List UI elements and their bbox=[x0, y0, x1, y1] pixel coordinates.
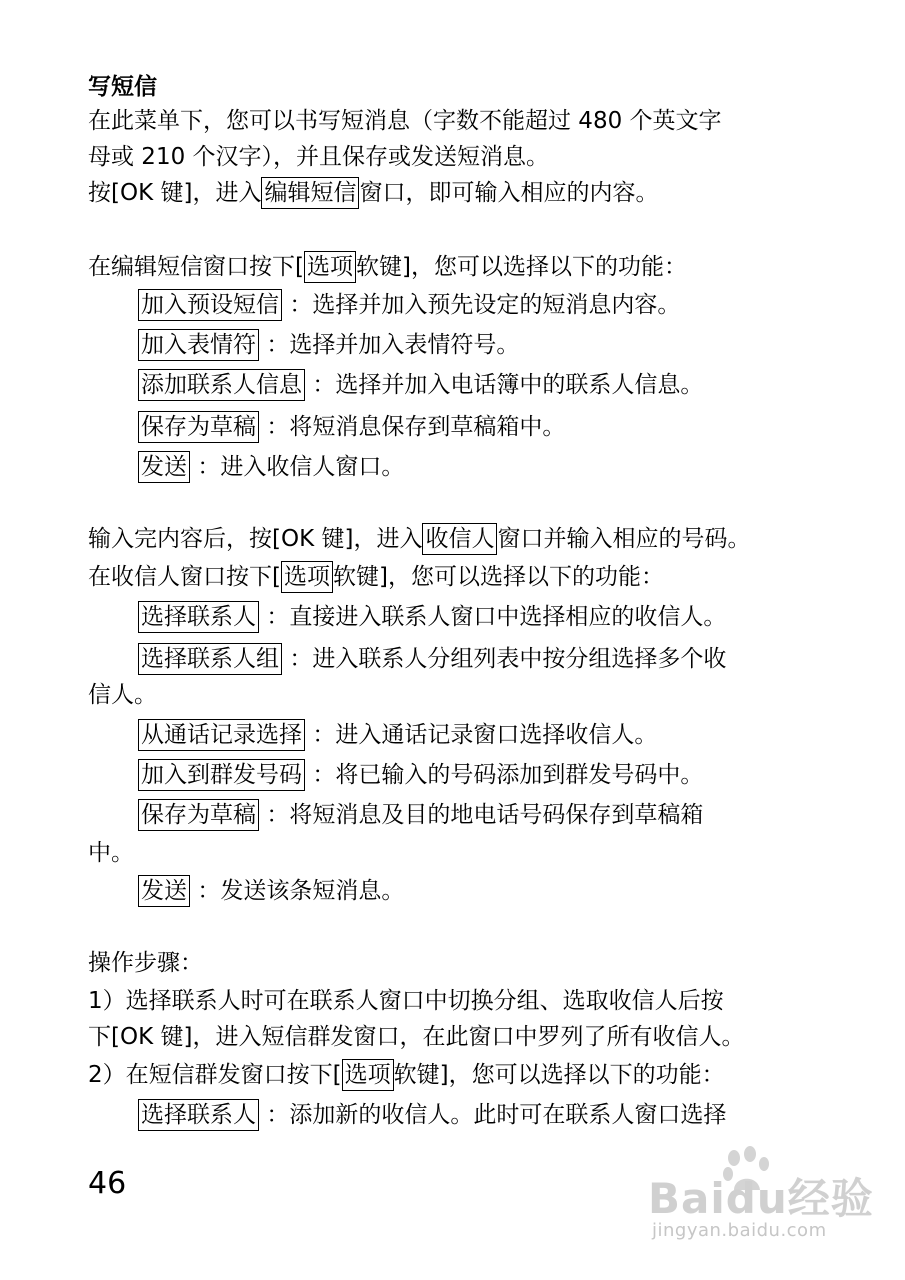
paragraph-line: 母或 210 个汉字），并且保存或发送短消息。 bbox=[88, 144, 550, 170]
paragraph-line: 在收信人窗口按下[ 选项 软键]，您可以选择以下的功能： bbox=[88, 560, 664, 594]
option-item bbox=[138, 368, 703, 402]
paragraph-line: 操作步骤： bbox=[88, 950, 203, 976]
option-item bbox=[138, 600, 726, 634]
option-item bbox=[138, 450, 404, 484]
paragraph-line: 在编辑短信窗口按下[ 选项 软键]，您可以选择以下的功能： bbox=[88, 250, 687, 284]
option-item bbox=[138, 642, 726, 676]
option-desc: ：进入收信人窗口。 bbox=[197, 454, 405, 480]
option-desc: ：进入联系人分组列表中按分组选择多个收 bbox=[289, 646, 727, 672]
page-number: 46 bbox=[88, 1166, 127, 1201]
menu-term-box: 编辑短信 bbox=[261, 177, 359, 209]
option-term-box: 加入表情符 bbox=[138, 329, 259, 361]
option-desc: ：将短消息保存到草稿箱中。 bbox=[266, 414, 566, 440]
option-item bbox=[138, 798, 703, 832]
option-term-box: 保存为草稿 bbox=[138, 411, 259, 443]
option-desc: ：进入通话记录窗口选择收信人。 bbox=[312, 722, 658, 748]
option-desc: ：选择并加入预先设定的短消息内容。 bbox=[289, 292, 681, 318]
baidu-watermark bbox=[648, 1146, 888, 1246]
option-desc: ：选择并加入表情符号。 bbox=[266, 332, 520, 358]
softkey-term-box: 选项 bbox=[281, 561, 333, 593]
option-term-box: 加入到群发号码 bbox=[138, 759, 305, 791]
option-term-box: 添加联系人信息 bbox=[138, 369, 305, 401]
option-item bbox=[138, 874, 404, 908]
paragraph-line: 中。 bbox=[88, 840, 134, 866]
option-desc: ：选择并加入电话簿中的联系人信息。 bbox=[312, 372, 704, 398]
option-item bbox=[138, 758, 703, 792]
option-desc: ：将已输入的号码添加到群发号码中。 bbox=[312, 762, 704, 788]
option-item bbox=[138, 288, 680, 322]
section-title: 写短信 bbox=[88, 74, 157, 100]
softkey-term-box: 选项 bbox=[304, 251, 356, 283]
option-term-box: 选择联系人组 bbox=[138, 643, 282, 675]
option-term-box: 发送 bbox=[138, 451, 190, 483]
option-desc: ：发送该条短消息。 bbox=[197, 878, 405, 904]
option-item bbox=[138, 1098, 726, 1132]
option-term-box: 发送 bbox=[138, 875, 190, 907]
option-desc: ：将短消息及目的地电话号码保存到草稿箱 bbox=[266, 802, 704, 828]
paragraph-line: 信人。 bbox=[88, 682, 157, 708]
paragraph-line: 1）选择联系人时可在联系人窗口中切换分组、选取收信人后按 bbox=[88, 988, 724, 1014]
paragraph-line: 输入完内容后，按[OK 键]，进入 收信人 窗口并输入相应的号码。 bbox=[88, 522, 750, 556]
paragraph-line: 下[OK 键]，进入短信群发窗口，在此窗口中罗列了所有收信人。 bbox=[88, 1024, 745, 1050]
paragraph-line: 按[OK 键]，进入 编辑短信 窗口，即可输入相应的内容。 bbox=[88, 176, 658, 210]
option-desc: ：直接进入联系人窗口中选择相应的收信人。 bbox=[266, 604, 727, 630]
option-term-box: 选择联系人 bbox=[138, 601, 259, 633]
paragraph-line: 在此菜单下，您可以书写短消息（字数不能超过 480 个英文字 bbox=[88, 108, 722, 134]
option-item bbox=[138, 328, 519, 362]
option-term-box: 选择联系人 bbox=[138, 1099, 259, 1131]
watermark-logo: Baidu经验 bbox=[648, 1174, 874, 1223]
paragraph-line: 2）在短信群发窗口按下[ 选项 软键]，您可以选择以下的功能： bbox=[88, 1058, 725, 1092]
option-term-box: 加入预设短信 bbox=[138, 289, 282, 321]
option-desc: ：添加新的收信人。此时可在联系人窗口选择 bbox=[266, 1102, 727, 1128]
option-item bbox=[138, 410, 565, 444]
option-term-box: 保存为草稿 bbox=[138, 799, 259, 831]
option-term-box: 从通话记录选择 bbox=[138, 719, 305, 751]
softkey-term-box: 选项 bbox=[342, 1059, 394, 1091]
option-item bbox=[138, 718, 657, 752]
watermark-url: jingyan.baidu.com bbox=[652, 1220, 827, 1241]
menu-term-box: 收信人 bbox=[422, 523, 497, 555]
